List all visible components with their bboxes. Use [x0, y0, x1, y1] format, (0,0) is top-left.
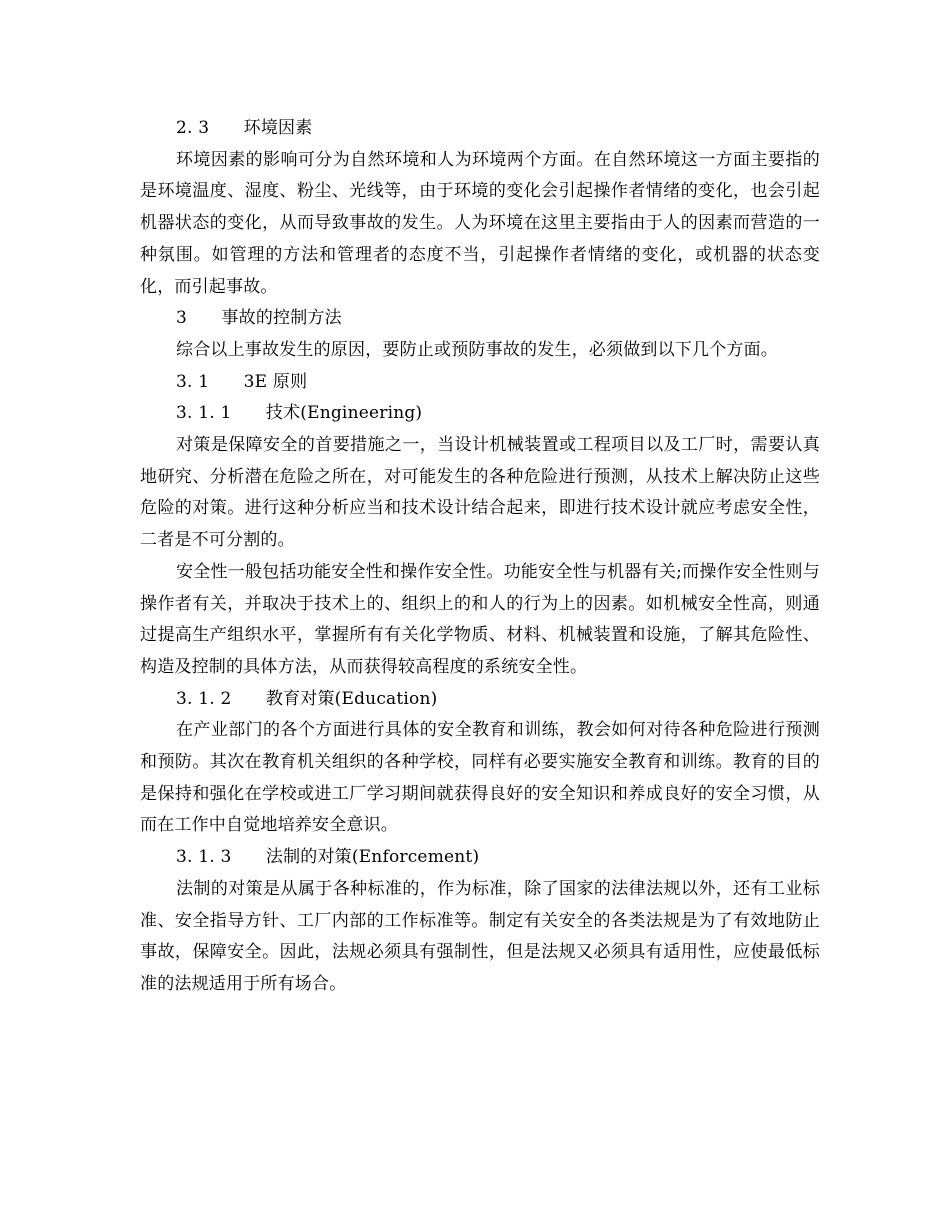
paragraph-environment-factors: 环境因素的影响可分为自然环境和人为环境两个方面。在自然环境这一方面主要指的是环境温度、湿度、粉尘、光线等，由于环境的变化会引起操作者情绪的变化，也会引起机器状态的变化，从而导致事故的发生。人为环境在这里主要指由于人的因素而营造的一种氛围。如管理的方法和管理者的态度不当，引起操作者情绪的变化，或机器的状态变化，而引起事故。	[140, 149, 820, 297]
section-heading-3-1-3: 3. 1. 3 法制的对策(Enforcement)	[176, 847, 480, 868]
paragraph-engineering-2: 安全性一般包括功能安全性和操作安全性。功能安全性与机器有关;而操作安全性则与操作者有关，并取决于技术上的、组织上的和人的行为上的因素。如机械安全性高，则通过提高生产组织水平，掌握所有有关化学物质、材料、机械装置和设施，了解其危险性、构造及控制的具体方法，从而获得较高程度的系统安全性。	[140, 561, 820, 677]
section-heading-3-1-1: 3. 1. 1 技术(Engineering)	[176, 403, 423, 424]
document-body	[140, 113, 820, 1001]
section-heading-3-1-2: 3. 1. 2 教育对策(Education)	[176, 688, 438, 709]
paragraph-enforcement: 法制的对策是从属于各种标准的，作为标准，除了国家的法律法规以外，还有工业标准、安全指导方针、工厂内部的工作标准等。制定有关安全的各类法规是为了有效地防止事故，保障安全。因此，法规必须具有强制性，但是法规又必须具有适用性，应使最低标准的法规适用于所有场合。	[140, 878, 820, 994]
section-heading-2-3: 2. 3 环境因素	[176, 118, 313, 138]
section-heading-3: 3 事故的控制方法	[176, 308, 342, 329]
paragraph-education: 在产业部门的各个方面进行具体的安全教育和训练，教会如何对待各种危险进行预测和预防。其次在教育机关组织的各种学校，同样有必要实施安全教育和训练。教育的目的是保持和强化在学校或进工厂学习期间就获得良好的安全知识和养成良好的安全习惯，从而在工作中自觉地培养安全意识。	[140, 720, 820, 836]
paragraph-engineering-1: 对策是保障安全的首要措施之一，当设计机械装置或工程项目以及工厂时，需要认真地研究、分析潜在危险之所在，对可能发生的各种危险进行预测，从技术上解决防止这些危险的对策。进行这种分析应当和技术设计结合起来，即进行技术设计就应考虑安全性，二者是不可分割的。	[140, 435, 820, 551]
section-heading-3-1: 3. 1 3E 原则	[176, 371, 308, 392]
paragraph-control-intro: 综合以上事故发生的原因，要防止或预防事故的发生，必须做到以下几个方面。	[176, 339, 778, 360]
